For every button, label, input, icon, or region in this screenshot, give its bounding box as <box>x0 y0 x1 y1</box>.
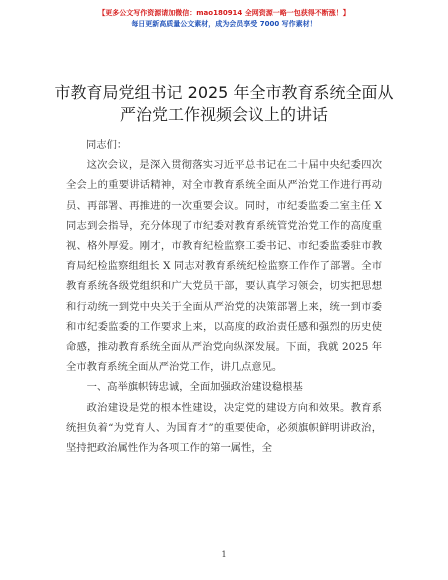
paragraph-intro: 这次会议，是深入贯彻落实习近平总书记在二十届中央纪委四次全会上的重要讲话精神，对全市教育系统全面从严治党工作进行再动员、再部署、再推进的一次重要会议。同时，市纪委监委二室主任 X 同志到会指导，充分体现了市纪委对教育系统管党治党工作的高度重视、格外厚爱。刚才，市教育纪检监察工委书记、市纪委监委驻市教育局纪检监察组组长 X 同志对教育系统纪检监察工作作了部署。全市教育系统各级党组织和广大党员干部，要认真学习领会，切实把思想和行动统一到党中央关于全面从严治党的决策部署上来，统一到市委和市纪委监委的工作要求上来，以高度的政治责任感和强烈的历史使命感，推动教育系统全面从严治党向纵深发展。下面，我就 2025 年全市教育系统全面从严治党工作，讲几点意见。 <box>66 159 382 374</box>
salutation: 同志们： <box>86 139 128 151</box>
document-body <box>66 135 382 458</box>
section-heading-1: 一、高举旗帜铸忠诚，全面加强政治建设稳根基 <box>86 381 303 394</box>
promo-banner <box>0 8 448 30</box>
title-line-2: 严治党工作视频会议上的讲话 <box>119 105 328 124</box>
document-title <box>40 82 408 126</box>
page-number: 1 <box>221 550 227 559</box>
title-line-1: 市教育局党组书记 2025 年全市教育系统全面从 <box>54 83 394 102</box>
promo-line-1: 【更多公文写作资源请加微信：mao180914 全网资源一略一包获得不断涨！】 <box>98 9 350 17</box>
paragraph-section-1: 政治建设是党的根本性建设，决定党的建设方向和效果。教育系统担负着“为党育人、为国育才”的重要使命，必须旗帜鲜明讲政治，坚持把政治属性作为各项工作的第一属性，全 <box>66 401 382 455</box>
promo-line-2: 每日更新高质量公文素材，成为会员享受 7000 写作素材！ <box>131 20 317 28</box>
